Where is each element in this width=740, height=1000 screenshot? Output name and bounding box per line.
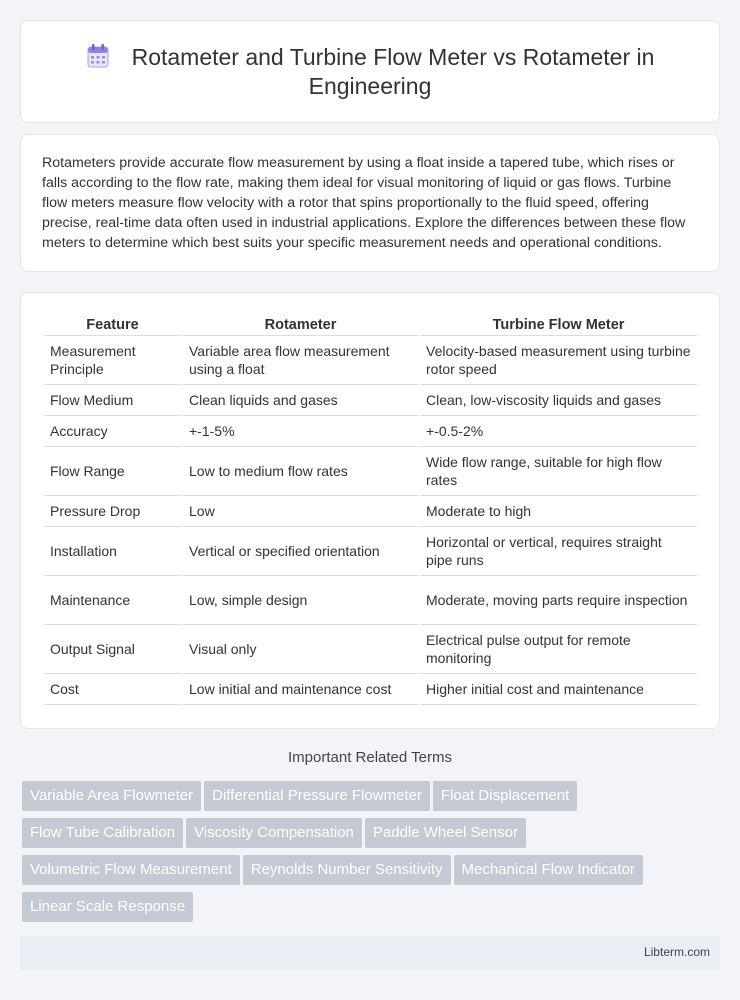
table-row	[44, 674, 697, 705]
table-cell: Clean, low-viscosity liquids and gases	[420, 385, 697, 416]
intro-card	[20, 134, 720, 272]
footer	[20, 936, 720, 970]
table-cell: Installation	[44, 527, 181, 576]
table-cell: Output Signal	[44, 625, 181, 674]
table-cell: +-0.5-2%	[420, 416, 697, 447]
table-cell: Low	[183, 496, 418, 527]
table-cell: Flow Range	[44, 447, 181, 496]
table-header-row	[44, 313, 697, 336]
table-cell: Moderate to high	[420, 496, 697, 527]
related-term-tag[interactable]: Float Displacement	[433, 781, 577, 811]
table-cell: Variable area flow measurement using a float	[183, 336, 418, 385]
comparison-card	[20, 292, 720, 729]
column-header-rotameter: Rotameter	[183, 313, 418, 336]
related-term-tag[interactable]: Flow Tube Calibration	[22, 818, 183, 848]
table-row	[44, 576, 697, 625]
related-term-tag[interactable]: Variable Area Flowmeter	[22, 781, 201, 811]
table-row	[44, 416, 697, 447]
related-terms-heading: Important Related Terms	[288, 749, 452, 766]
related-term-tag[interactable]: Volumetric Flow Measurement	[22, 855, 240, 885]
table-cell: Low initial and maintenance cost	[183, 674, 418, 705]
table-cell: +-1-5%	[183, 416, 418, 447]
table-row	[44, 625, 697, 674]
table-cell: Moderate, moving parts require inspection	[420, 576, 697, 625]
table-row	[44, 447, 697, 496]
table-cell: Clean liquids and gases	[183, 385, 418, 416]
table-cell: Measurement Principle	[44, 336, 181, 385]
page-title	[61, 43, 679, 101]
table-cell: Low, simple design	[183, 576, 418, 625]
table-cell: Accuracy	[44, 416, 181, 447]
table-row	[44, 336, 697, 385]
table-row	[44, 496, 697, 527]
related-term-tag[interactable]: Reynolds Number Sensitivity	[243, 855, 451, 885]
title-card	[20, 20, 720, 123]
footer-site-link[interactable]: Libterm.com	[643, 945, 710, 959]
related-terms-list	[22, 781, 722, 929]
related-term-tag[interactable]: Paddle Wheel Sensor	[365, 818, 526, 848]
intro-paragraph: Rotameters provide accurate flow measurement by using a float inside a tapered tube, which rises or falls according to the flow rate, making them ideal for visual monitoring of liquid or gas flows. Turbine flow meters measure flow velocity with a rotor that spins proportionally to the fluid speed, offering precise, real-time data often used in industrial applications. Explore the differences between these flow meters to determine which best suits your specific measurement needs and operational conditions.	[42, 155, 686, 251]
table-cell: Electrical pulse output for remote monitoring	[420, 625, 697, 674]
related-term-tag[interactable]: Differential Pressure Flowmeter	[204, 781, 430, 811]
table-cell: Velocity-based measurement using turbine rotor speed	[420, 336, 697, 385]
table-row	[44, 385, 697, 416]
table-cell: Cost	[44, 674, 181, 705]
table-cell: Higher initial cost and maintenance	[420, 674, 697, 705]
column-header-feature: Feature	[44, 313, 181, 336]
page-title-text: Rotameter and Turbine Flow Meter vs Rotameter in Engineering	[131, 44, 655, 99]
comparison-table	[42, 313, 699, 705]
table-cell: Flow Medium	[44, 385, 181, 416]
table-row	[44, 527, 697, 576]
table-cell: Visual only	[183, 625, 418, 674]
related-term-tag[interactable]: Linear Scale Response	[22, 892, 193, 922]
table-cell: Horizontal or vertical, requires straight pipe runs	[420, 527, 697, 576]
table-cell: Pressure Drop	[44, 496, 181, 527]
column-header-turbine: Turbine Flow Meter	[420, 313, 697, 336]
related-term-tag[interactable]: Viscosity Compensation	[186, 818, 362, 848]
table-cell: Maintenance	[44, 576, 181, 625]
table-cell: Wide flow range, suitable for high flow rates	[420, 447, 697, 496]
calendar-icon	[86, 43, 110, 69]
table-cell: Vertical or specified orientation	[183, 527, 418, 576]
related-term-tag[interactable]: Mechanical Flow Indicator	[454, 855, 643, 885]
table-cell: Low to medium flow rates	[183, 447, 418, 496]
